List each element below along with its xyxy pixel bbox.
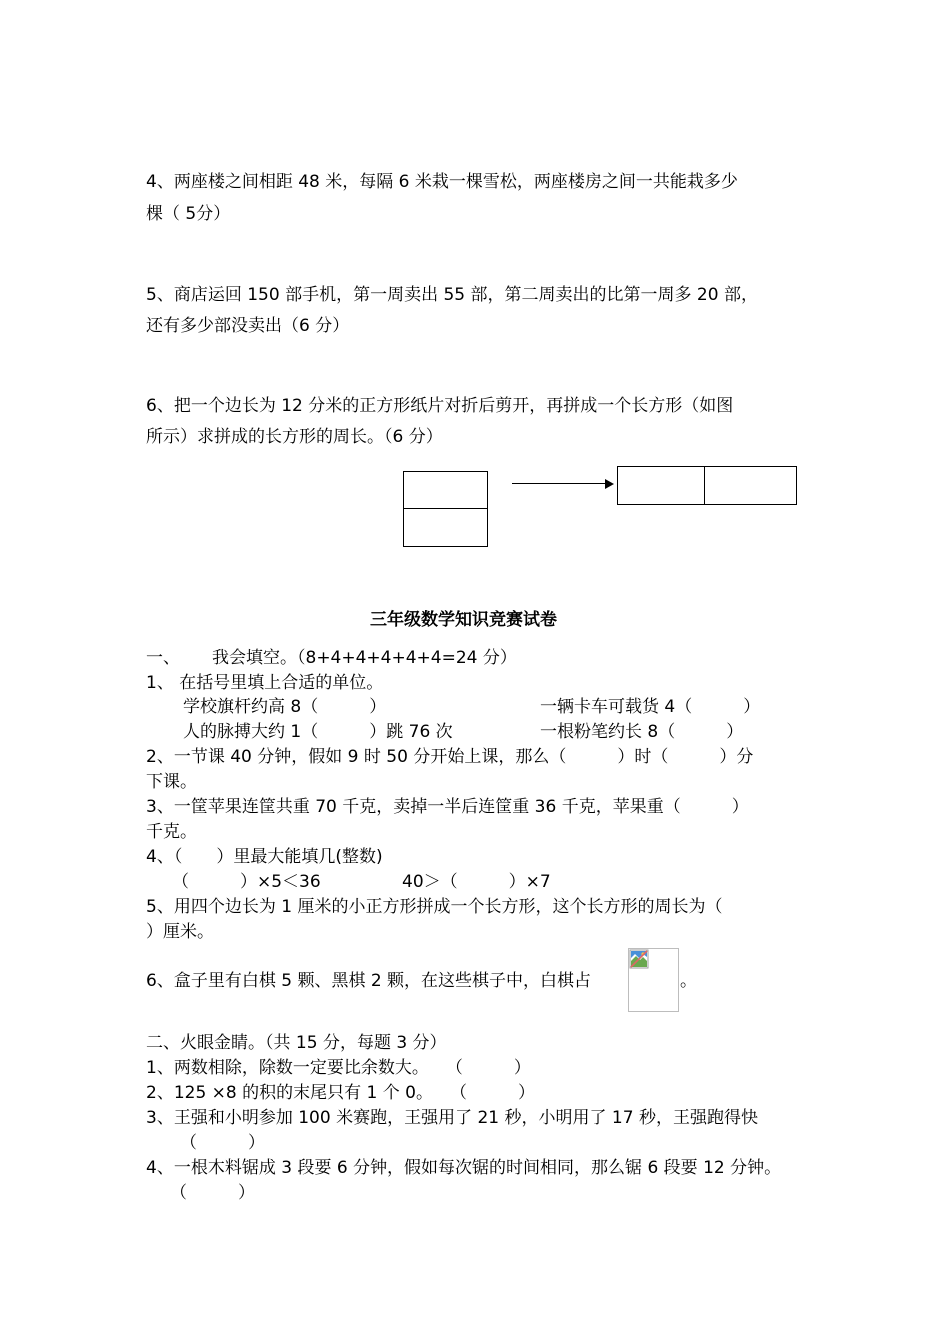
section-1-number: 一、 (146, 648, 180, 668)
arrow-shaft (512, 483, 607, 484)
s2-q4-line-1: 4、一根木料锯成 3 段要 6 分钟，假如每次锯的时间相同，那么锯 6 段要 12 分钟。 (146, 1158, 782, 1178)
exam-title: 三年级数学知识竞赛试卷 (370, 610, 557, 630)
problem-6-line-2: 所示）求拼成的长方形的周长。（6 分） (146, 427, 443, 447)
s1-q1-a: 学校旗杆约高 8（ ） (183, 697, 387, 717)
square-fold-line (403, 508, 488, 509)
rectangle-divider (704, 466, 705, 505)
s1-q3-line-2: 千克。 (146, 822, 197, 842)
s1-q4-line-1: 4、（ ）里最大能填几(整数) (146, 847, 383, 867)
s2-q1: 1、两数相除，除数一定要比余数大。 （ ） (146, 1058, 531, 1078)
section-1-heading: 我会填空。（8+4+4+4+4+4=24 分） (212, 648, 517, 668)
rectangle-outline (617, 466, 797, 505)
problem-5-line-1: 5、商店运回 150 部手机，第一周卖出 55 部，第二周卖出的比第一周多 20 部， (146, 285, 758, 305)
fraction-image-placeholder (628, 948, 679, 1012)
broken-image-icon (629, 949, 649, 969)
s2-q2: 2、125 ×8 的积的末尾只有 1 个 0。 （ ） (146, 1083, 535, 1103)
problem-5-line-2: 还有多少部没卖出（6 分） (146, 316, 350, 336)
arrow-head (605, 479, 614, 489)
s1-q1-d: 一根粉笔约长 8（ ） (540, 722, 744, 742)
s2-q3-line-2: （ ） (180, 1133, 265, 1153)
s1-q1: 1、 在括号里填上合适的单位。 (146, 673, 384, 693)
s2-q4-line-2: （ ） (170, 1183, 255, 1203)
s1-q5-line-2: ）厘米。 (146, 922, 214, 942)
s1-q6-text: 6、盒子里有白棋 5 颗、黑棋 2 颗，在这些棋子中，白棋占 (146, 971, 592, 991)
s1-q2-line-1: 2、一节课 40 分钟，假如 9 时 50 分开始上课，那么（ ）时（ ）分 (146, 747, 754, 767)
s2-q3-line-1: 3、王强和小明参加 100 米赛跑，王强用了 21 秒，小明用了 17 秒，王强跑得快 (146, 1108, 758, 1128)
s1-q1-b: 一辆卡车可载货 4（ ） (540, 697, 761, 717)
s1-q2-line-2: 下课。 (146, 772, 197, 792)
s1-q4-a: （ ）×5＜36 (172, 872, 321, 892)
section-2-heading: 二、火眼金睛。（共 15 分，每题 3 分） (146, 1033, 447, 1053)
problem-6-line-1: 6、把一个边长为 12 分米的正方形纸片对折后剪开，再拼成一个长方形（如图 (146, 396, 734, 416)
problem-4-line-2: 棵（ 5分） (146, 204, 231, 224)
s1-q5-line-1: 5、用四个边长为 1 厘米的小正方形拼成一个长方形，这个长方形的周长为（ (146, 897, 723, 917)
square-outline (403, 471, 488, 547)
s1-q3-line-1: 3、一筐苹果连筐共重 70 千克，卖掉一半后连筐重 36 千克，苹果重（ ） (146, 797, 749, 817)
s1-q1-c: 人的脉搏大约 1（ ）跳 76 次 (183, 722, 453, 742)
s1-q6-end: 。 (680, 971, 697, 991)
problem-4-line-1: 4、两座楼之间相距 48 米，每隔 6 米栽一棵雪松，两座楼房之间一共能栽多少 (146, 172, 738, 192)
s1-q4-b: 40＞（ ）×7 (402, 872, 551, 892)
